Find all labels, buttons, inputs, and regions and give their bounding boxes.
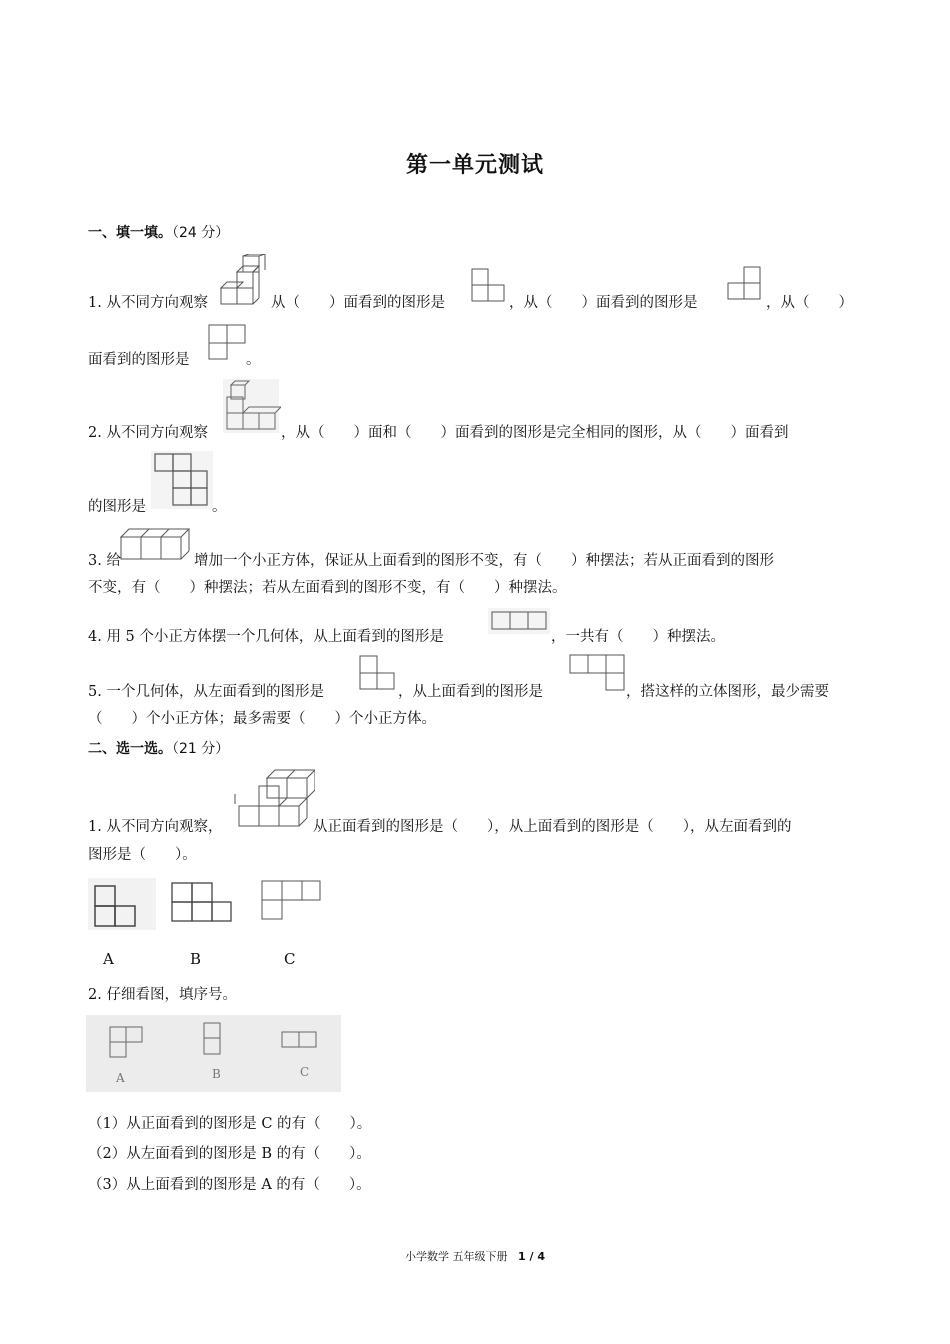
s1-q3-text-a: 3. 给: [88, 553, 121, 569]
s2-q1-option-b-label: B: [190, 950, 202, 968]
s2-q2-item-1: （1）从正面看到的图形是 C 的有（ ）。: [88, 1116, 372, 1132]
s2-q2-panel-label-b: B: [212, 1067, 221, 1081]
s1-q1-text-a: 1. 从不同方向观察: [88, 295, 208, 311]
s2-q2-figure-panel: [86, 1015, 341, 1092]
s2-q2-panel-label-c: C: [300, 1065, 310, 1079]
page-title: 第一单元测试: [405, 153, 544, 178]
s1-q2-text-d: 。: [212, 499, 227, 515]
s1-q2-text-b: ，从（ ）面和（ ）面看到的图形是完全相同的图形，从（ ）面看到: [281, 425, 789, 441]
s1-q2-text-c: 的图形是: [88, 499, 146, 515]
s2-q2-panel-label-a: A: [116, 1071, 125, 1085]
s1-q1-text-d: ，从（ ）: [766, 295, 853, 311]
s1-q5-text-a: 5. 一个几何体，从左面看到的图形是: [88, 684, 324, 700]
s2-q1-option-a-figure: [88, 878, 156, 930]
section-1-title: 一、填一填。: [88, 225, 172, 241]
section-2-points: （21 分）: [172, 741, 230, 757]
s1-q5-top-view: [566, 652, 628, 694]
s1-q1-view-3: [205, 322, 247, 362]
s1-q2-solid-figure: [221, 377, 281, 435]
s2-q1-option-a-label: A: [103, 950, 114, 968]
s1-q2-text-a: 2. 从不同方向观察: [88, 425, 208, 441]
s2-q2-intro: 2. 仔细看图，填序号。: [88, 987, 237, 1003]
s1-q2-view: [151, 451, 213, 509]
s1-q3-solid-figure: [118, 525, 194, 563]
s1-q4-text-a: 4. 用 5 个小正方体摆一个几何体，从上面看到的图形是: [88, 629, 444, 645]
s1-q1-solid-figure: [219, 254, 271, 306]
s1-q1-view-1: [469, 266, 509, 304]
s1-q1-text-c: ，从（ ）面看到的图形是: [509, 295, 698, 311]
s2-q2-item-2: （2）从左面看到的图形是 B 的有（ ）。: [88, 1146, 371, 1162]
footer-page-number: 1 / 4: [518, 1250, 545, 1263]
s2-q1-option-c-figure: [257, 877, 323, 925]
s1-q4-text-b: ，一共有（ ）种摆法。: [551, 629, 725, 645]
s1-q3-text-c: 不变，有（ ）种摆法；若从左面看到的图形不变，有（ ）种摆法。: [88, 580, 567, 596]
s2-q1-text-a: 1. 从不同方向观察，: [88, 819, 223, 835]
s1-q1-text-e: 面看到的图形是: [88, 352, 190, 368]
s1-q3-text-b: 增加一个小正方体，保证从上面看到的图形不变，有（ ）种摆法；若从正面看到的图形: [194, 553, 774, 569]
s1-q1-text-b: 从（ ）面看到的图形是: [271, 295, 445, 311]
s1-q1-view-2: [724, 264, 768, 304]
section-1-points: （24 分）: [172, 225, 230, 241]
s2-q1-option-b-figure: [169, 879, 233, 925]
s2-q1-text-c: 图形是（ ）。: [88, 847, 197, 863]
page-footer: [0, 1248, 950, 1264]
s1-q5-text-c: ，搭这样的立体图形，最少需要: [626, 684, 829, 700]
s1-q5-left-view: [356, 653, 398, 693]
section-1-heading: [88, 222, 229, 242]
s1-q5-text-d: （ ）个小正方体；最多需要（ ）个小正方体。: [88, 711, 436, 727]
section-2-title: 二、选一选。: [88, 741, 172, 757]
s1-q1-text-f: 。: [246, 352, 261, 368]
s2-q2-item-3: （3）从上面看到的图形是 A 的有（ ）。: [88, 1177, 371, 1193]
s1-q4-view: [488, 608, 550, 634]
s1-q5-text-b: ，从上面看到的图形是: [398, 684, 543, 700]
s2-q1-option-c-label: C: [284, 950, 296, 968]
section-2-heading: [88, 738, 229, 758]
s2-q1-text-b: 从正面看到的图形是（ ），从上面看到的图形是（ ），从左面看到的: [313, 819, 792, 835]
footer-subject: 小学数学 五年级下册: [405, 1250, 508, 1263]
s2-q1-solid-figure: [233, 766, 315, 828]
